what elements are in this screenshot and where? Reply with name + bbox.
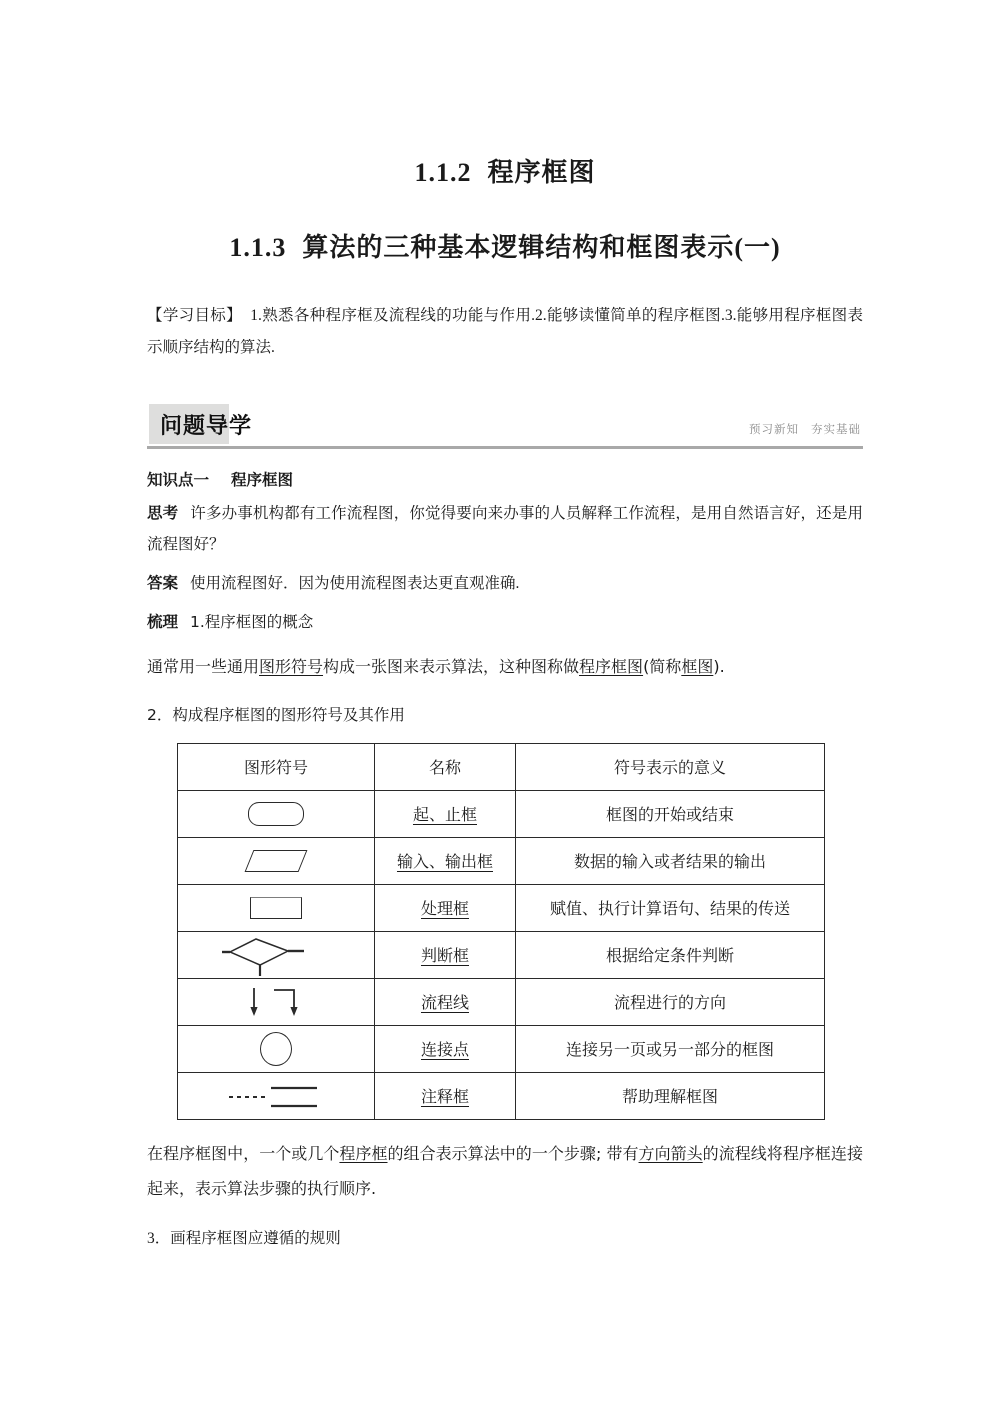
symbol-name-cell	[375, 1025, 516, 1072]
symbol-table	[177, 743, 825, 1120]
section-header-bar	[147, 404, 863, 450]
circle-glyph	[260, 1032, 292, 1066]
after-part-1: 在程序框图中，一个或几个	[147, 1143, 340, 1163]
think-label: 思考	[147, 503, 179, 522]
rectangle-glyph	[250, 897, 302, 919]
flowline-arrows-icon	[178, 979, 374, 1025]
symbol-cell-rectangle	[178, 884, 375, 931]
symbol-meaning-cell: 流程进行的方向	[516, 978, 825, 1025]
symbol-meaning-cell: 连接另一页或另一部分的框图	[516, 1025, 825, 1072]
think-text: 许多办事机构都有工作流程图，你觉得要向来办事的人员解释工作流程，是用自然语言好，还是用流程图好？	[147, 503, 863, 553]
symbol-name-text: 连接点	[420, 1040, 469, 1060]
symbol-cell-stadium	[178, 790, 375, 837]
stadium-shape-icon	[178, 791, 374, 837]
symbol-meaning-cell: 数据的输入或者结果的输出	[516, 837, 825, 884]
table-row	[178, 837, 825, 884]
comb-block	[147, 607, 863, 638]
diamond-shape-icon	[178, 932, 374, 978]
symbol-cell-flowline	[178, 978, 375, 1025]
section-tag-1: 预习新知	[749, 421, 799, 436]
symbol-name-cell	[375, 884, 516, 931]
concept-paragraph	[147, 652, 863, 682]
annotation-bracket-icon	[178, 1073, 374, 1119]
concept-part-4: ).	[713, 657, 725, 677]
page-title-main	[147, 152, 863, 189]
knowledge-point-heading	[147, 468, 863, 490]
stadium-glyph	[248, 802, 304, 826]
section-divider-rule	[147, 446, 863, 449]
table-row	[178, 884, 825, 931]
page-content	[147, 0, 863, 1288]
symbol-cell-diamond	[178, 931, 375, 978]
objectives-text: 1.熟悉各种程序框及流程线的功能与作用.2.能够读懂简单的程序框图.3.能够用程序框图表示顺序结构的算法.	[147, 307, 863, 356]
concept-underline-2: 程序框图	[579, 657, 644, 677]
table-header-symbol: 图形符号	[178, 743, 375, 790]
symbol-name-cell	[375, 790, 516, 837]
after-table-paragraph	[147, 1136, 863, 1206]
section-tags	[749, 421, 861, 437]
symbol-name-text: 处理框	[420, 899, 469, 919]
comb-label: 梳理	[147, 613, 179, 632]
symbol-name-text: 流程线	[420, 993, 469, 1013]
table-intro-heading	[147, 703, 863, 725]
symbol-cell-annotation	[178, 1072, 375, 1119]
symbol-name-text: 注释框	[420, 1087, 469, 1107]
concept-underline-3: 框图	[681, 657, 714, 677]
table-header-meaning: 符号表示的意义	[516, 743, 825, 790]
symbol-name-cell	[375, 978, 516, 1025]
comb-text: 1.程序框图的概念	[190, 613, 314, 632]
table-row	[178, 790, 825, 837]
diamond-glyph	[220, 933, 332, 977]
knowledge-point-label: 知识点一	[147, 470, 210, 489]
symbol-name-cell	[375, 1072, 516, 1119]
table-header-row	[178, 743, 825, 790]
symbol-name-cell	[375, 837, 516, 884]
symbol-cell-circle	[178, 1025, 375, 1072]
parallelogram-shape-icon	[178, 838, 374, 884]
answer-block	[147, 568, 863, 599]
title-main-text: 程序框图	[487, 158, 596, 187]
after-underline-2: 方向箭头	[638, 1143, 703, 1163]
table-header-name: 名称	[375, 743, 516, 790]
symbol-meaning-cell: 框图的开始或结束	[516, 790, 825, 837]
title-sub-number: 1.1.3	[229, 233, 287, 262]
parallelogram-glyph	[245, 850, 308, 872]
after-part-2: 的组合表示算法中的一个步骤; 带有	[387, 1143, 639, 1163]
table-row	[178, 978, 825, 1025]
answer-label: 答案	[147, 573, 179, 592]
learning-objectives	[147, 300, 863, 364]
symbol-name-text: 输入、输出框	[396, 852, 493, 872]
concept-underline-1: 图形符号	[259, 657, 324, 677]
table-row	[178, 931, 825, 978]
table-intro-text: 2．构成程序框图的图形符号及其作用	[147, 705, 405, 724]
think-block	[147, 498, 863, 560]
section-tag-2: 夯实基础	[811, 421, 861, 436]
symbol-name-cell	[375, 931, 516, 978]
symbol-meaning-cell: 根据给定条件判断	[516, 931, 825, 978]
symbol-cell-parallelogram	[178, 837, 375, 884]
objectives-label: 【学习目标】	[147, 307, 242, 324]
symbol-meaning-cell: 帮助理解框图	[516, 1072, 825, 1119]
after-underline-1: 程序框	[339, 1143, 388, 1163]
concept-part-1: 通常用一些通用	[147, 657, 260, 677]
symbol-name-text: 判断框	[420, 946, 469, 966]
table-row	[178, 1025, 825, 1072]
title-main-number: 1.1.2	[414, 158, 472, 187]
section-title: 问题导学	[160, 413, 253, 439]
page-bottom-spacer	[147, 1248, 863, 1288]
after-part-3: 的流程线将程序框连接起来，表示算法步骤的执行顺序.	[147, 1143, 863, 1198]
concept-part-2: 构成一张图来表示算法，这种图称做	[323, 657, 580, 677]
flowline-glyph	[236, 984, 316, 1020]
page-title-sub	[147, 227, 863, 264]
rules-heading: 3．画程序框图应遵循的规则	[147, 1230, 341, 1248]
table-row	[178, 1072, 825, 1119]
annotation-glyph	[221, 1079, 331, 1113]
symbol-name-text: 起、止框	[412, 805, 477, 825]
title-sub-text: 算法的三种基本逻辑结构和框图表示(一)	[302, 233, 781, 262]
symbol-meaning-cell: 赋值、执行计算语句、结果的传送	[516, 884, 825, 931]
circle-shape-icon	[178, 1026, 374, 1072]
knowledge-point-name: 程序框图	[231, 470, 294, 489]
answer-text: 使用流程图好．因为使用流程图表达更直观准确.	[190, 574, 520, 592]
rectangle-shape-icon	[178, 885, 374, 931]
concept-part-3: (简称	[643, 657, 682, 677]
